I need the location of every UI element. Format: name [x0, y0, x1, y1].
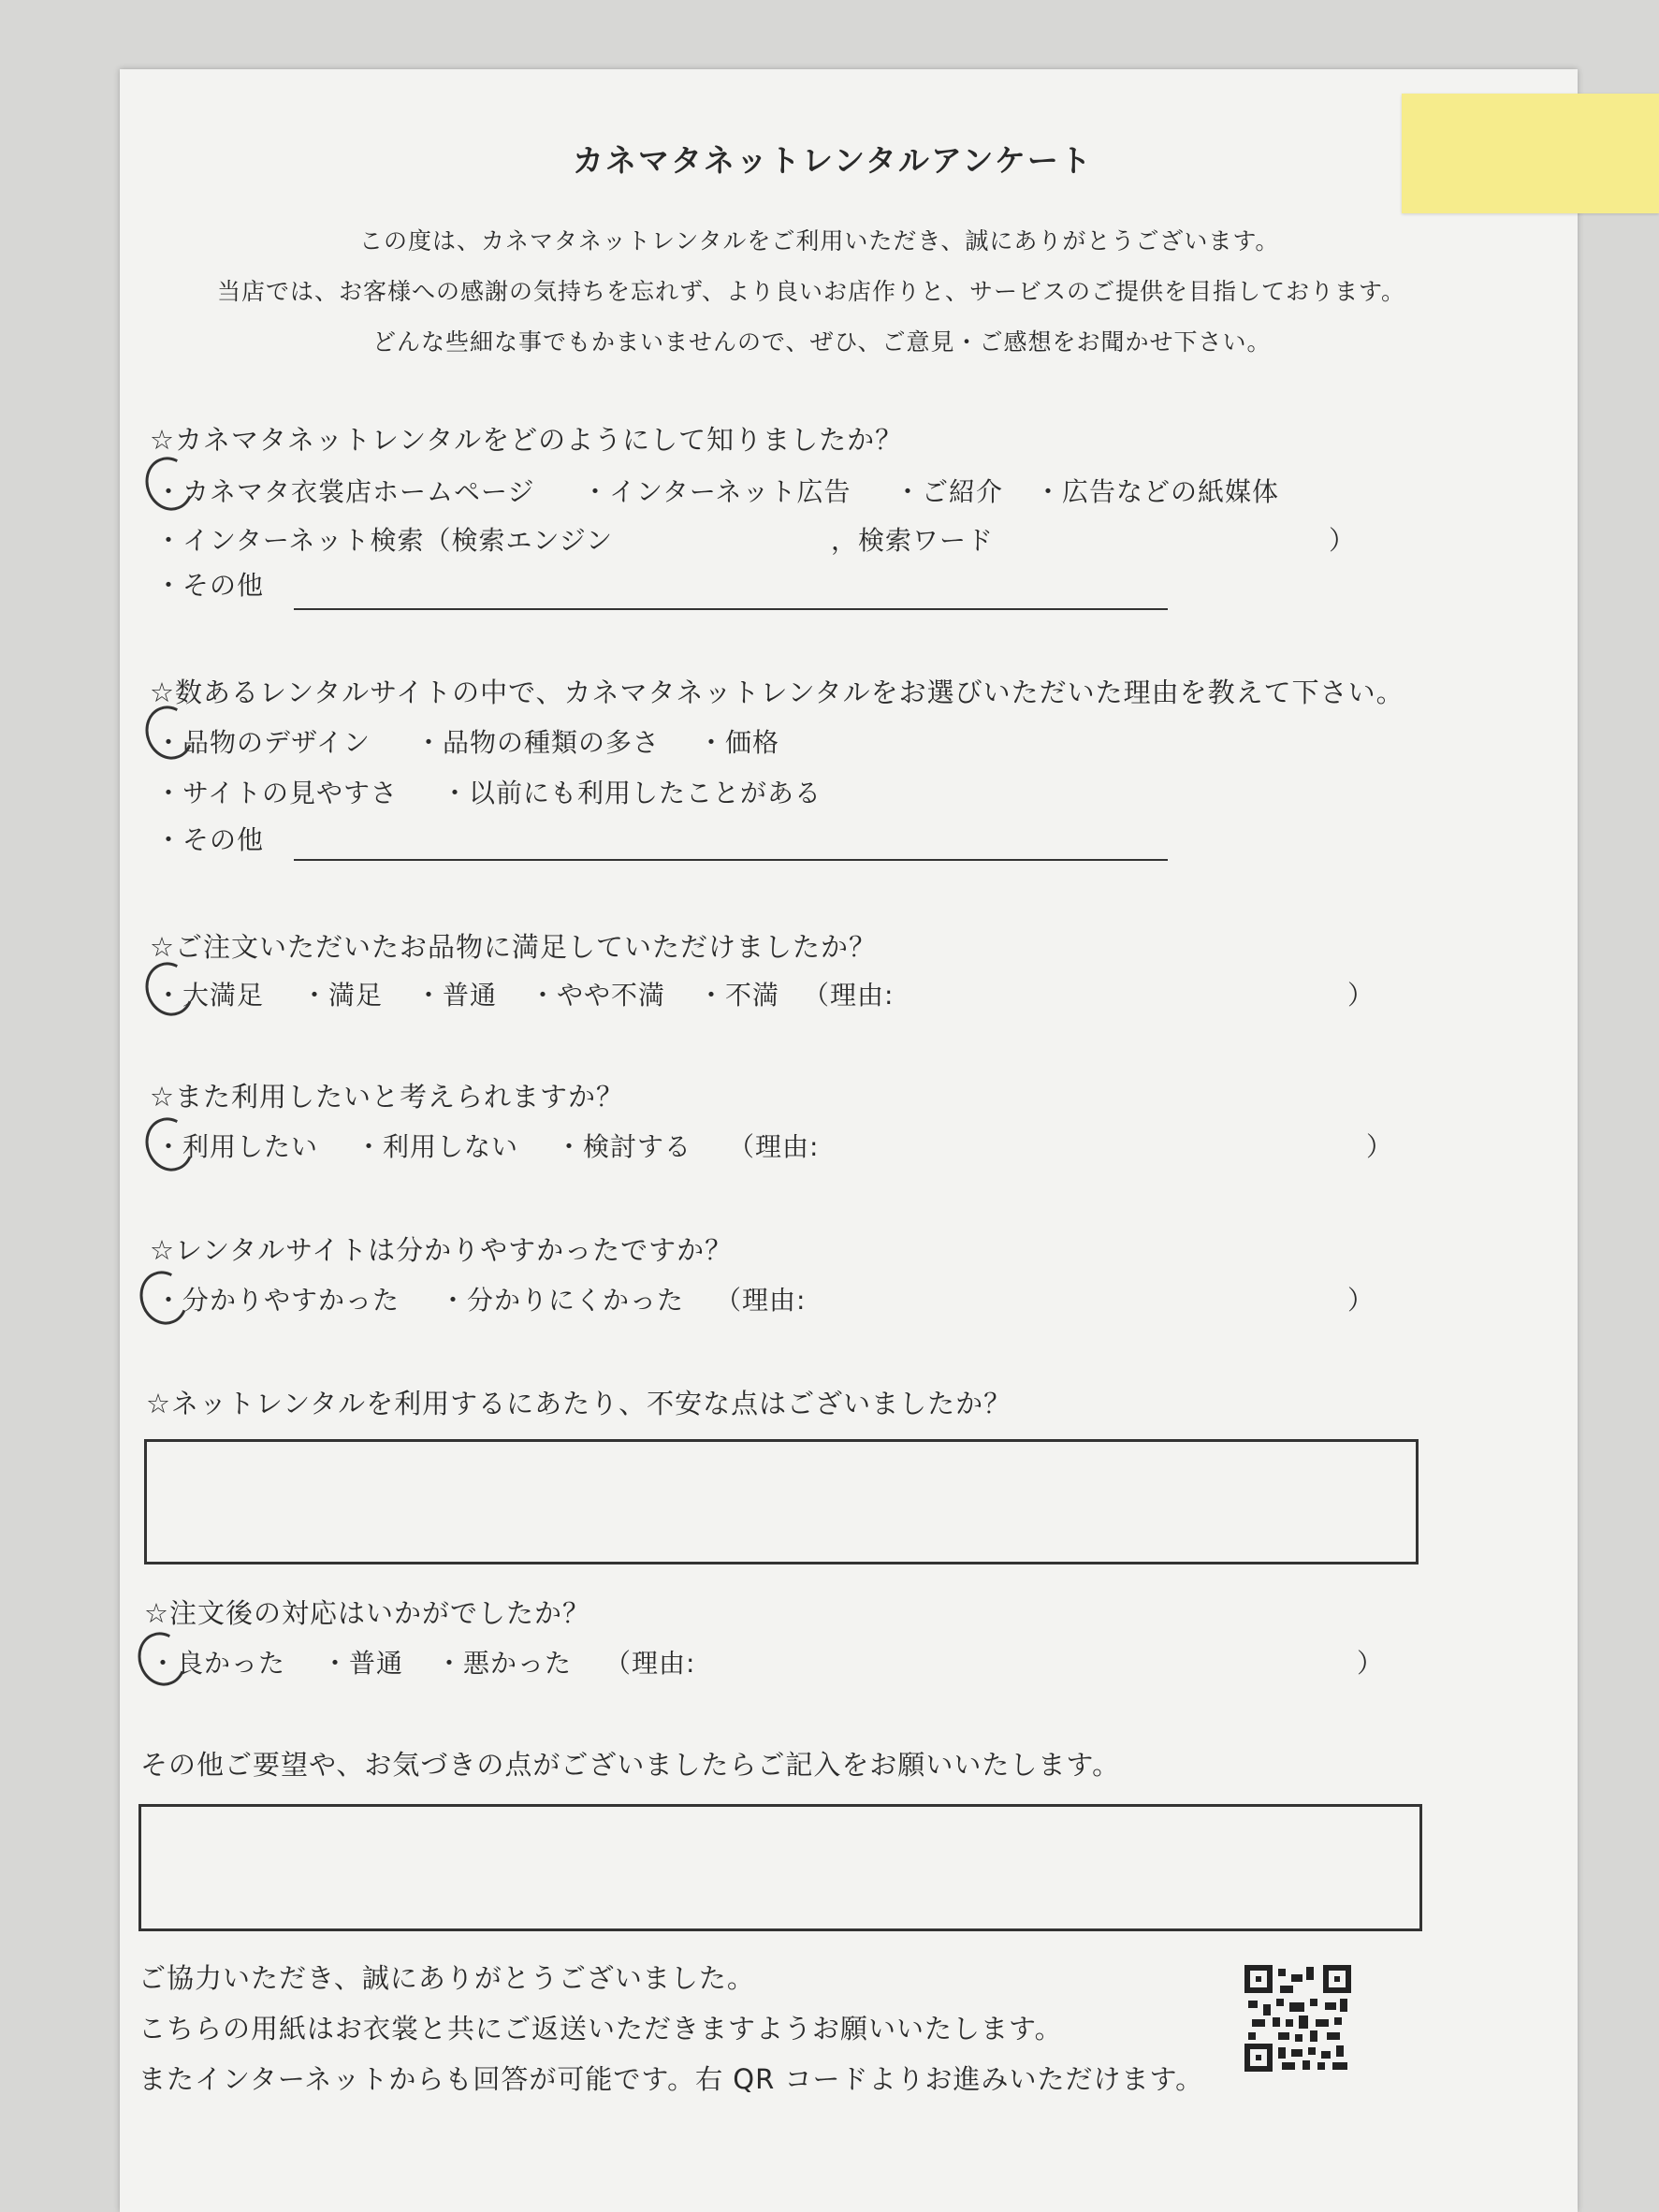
q7-question: ☆注文後の対応はいかがでしたか？	[144, 1597, 590, 1629]
q3-option-normal[interactable]: ・普通	[415, 980, 498, 1011]
closing-line-2: こちらの用紙はお衣裳と共にご返送いただきますようお願いいたします。	[138, 2013, 1063, 2045]
request-answer-box[interactable]	[138, 1804, 1422, 1931]
q4-option-will-not-use[interactable]: ・利用しない	[356, 1131, 519, 1162]
intro-line-3: どんな些細な事でもかまいませんので、ぜひ、ご意見・ご感想をお聞かせ下さい。	[372, 328, 1272, 356]
q5-close-paren: ）	[1347, 1285, 1375, 1316]
q4-option-consider[interactable]: ・検討する	[556, 1131, 692, 1162]
q7-option-good[interactable]: ・良かった	[150, 1648, 286, 1679]
q2-option-readability[interactable]: ・サイトの見やすさ	[155, 778, 399, 808]
intro-line-2: 当店では、お客様への感謝の気持ちを忘れず、より良いお店作りと、サービスのご提供を目指しております。	[217, 278, 1406, 305]
q7-close-paren: ）	[1357, 1648, 1385, 1679]
q5-question: ☆レンタルサイトは分かりやすかったですか？	[150, 1234, 734, 1266]
q1-question: ☆カネマタネットレンタルをどのようにして知りましたか？	[150, 424, 904, 456]
sticky-note	[1402, 94, 1659, 213]
q2-other-line[interactable]	[294, 859, 1168, 861]
q4-close-paren: ）	[1366, 1131, 1394, 1162]
q5-option-hard[interactable]: ・分かりにくかった	[440, 1285, 685, 1316]
q2-question: ☆数あるレンタルサイトの中で、カネマタネットレンタルをお選びいただいた理由を教えて下さい。	[150, 677, 1404, 708]
q1-option-other[interactable]: ・その他	[155, 570, 265, 601]
q2-option-variety[interactable]: ・品物の種類の多さ	[415, 727, 661, 758]
q3-option-satisfied[interactable]: ・満足	[301, 980, 384, 1011]
q7-option-bad[interactable]: ・悪かった	[436, 1648, 573, 1679]
closing-line-1: ご協力いただき、誠にありがとうございました。	[138, 1962, 755, 1994]
q5-reason-label: （理由:	[715, 1285, 807, 1316]
q2-option-price[interactable]: ・価格	[698, 727, 780, 758]
q4-option-will-use[interactable]: ・利用したい	[155, 1131, 319, 1162]
q7-option-normal[interactable]: ・普通	[322, 1648, 404, 1679]
q5-option-easy[interactable]: ・分かりやすかった	[155, 1285, 400, 1316]
q4-reason-label: （理由:	[728, 1131, 820, 1162]
q6-question: ☆ネットレンタルを利用するにあたり、不安な点はございましたか？	[146, 1388, 1012, 1419]
survey-title: カネマタネットレンタルアンケート	[573, 142, 1093, 179]
q1-close-paren: ）	[1329, 525, 1357, 556]
q3-reason-label: （理由:	[803, 980, 895, 1011]
q3-option-dissatisfied[interactable]: ・不満	[698, 980, 780, 1011]
q3-option-very-satisfied[interactable]: ・大満足	[155, 980, 265, 1011]
q4-question: ☆また利用したいと考えられますか？	[150, 1081, 624, 1113]
q3-question: ☆ご注文いただいたお品物に満足していただけましたか？	[150, 931, 877, 963]
q7-reason-label: （理由:	[604, 1648, 696, 1679]
closing-line-3: またインターネットからも回答が可能です。右 QR コードよりお進みいただけます。	[138, 2063, 1204, 2095]
q1-option-print[interactable]: ・広告などの紙媒体	[1035, 476, 1280, 507]
q2-option-used-before[interactable]: ・以前にも利用したことがある	[442, 778, 822, 808]
q3-option-somewhat-dissatisfied[interactable]: ・やや不満	[530, 980, 666, 1011]
q6-answer-box[interactable]	[144, 1439, 1419, 1564]
q1-other-line[interactable]	[294, 608, 1168, 610]
q1-option-search[interactable]: ・インターネット検索（検索エンジン	[155, 525, 614, 556]
qr-code-icon[interactable]	[1244, 1965, 1351, 2072]
q1-option-homepage[interactable]: ・カネマタ衣裳店ホームページ	[155, 476, 535, 507]
intro-line-1: この度は、カネマタネットレンタルをご利用いただき、誠にありがとうございます。	[359, 227, 1280, 255]
q2-option-other[interactable]: ・その他	[155, 824, 265, 855]
q1-search-word-label: ，検索ワード	[831, 525, 995, 556]
request-prompt: その他ご要望や、お気づきの点がございましたらご記入をお願いいたします。	[140, 1749, 1121, 1781]
q2-option-design[interactable]: ・品物のデザイン	[155, 727, 371, 758]
q1-option-net-ad[interactable]: ・インターネット広告	[582, 476, 851, 507]
q3-close-paren: ）	[1347, 980, 1375, 1011]
q1-option-referral[interactable]: ・ご紹介	[895, 476, 1004, 507]
